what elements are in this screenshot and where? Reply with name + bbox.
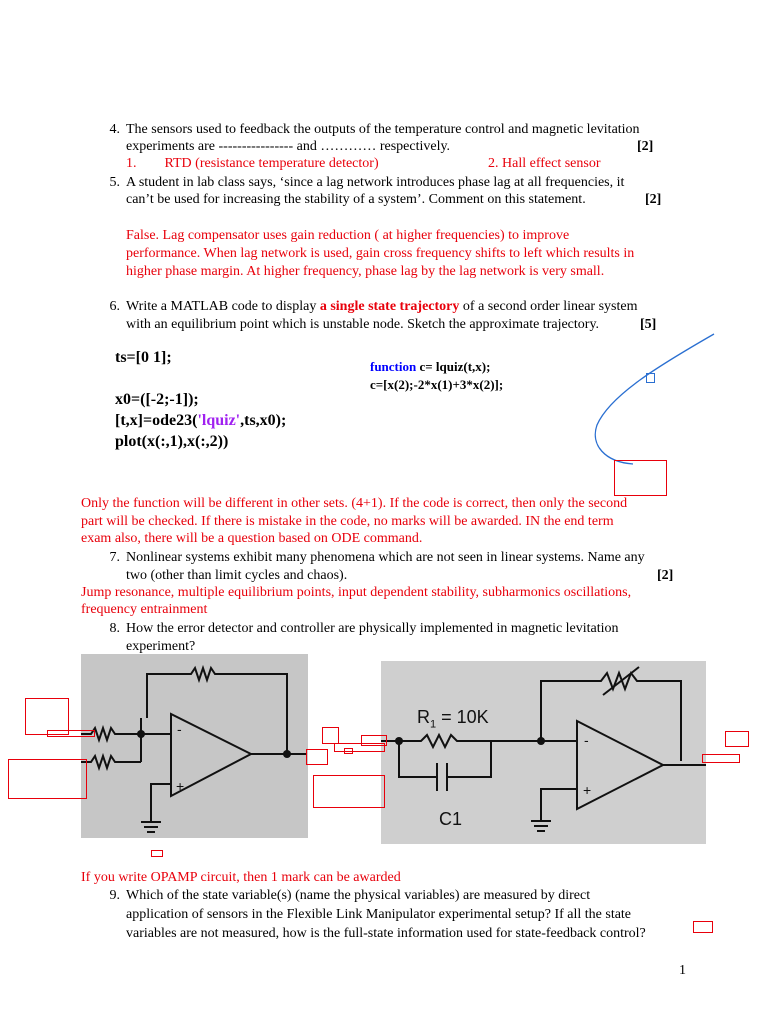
code-function-keyword: function xyxy=(370,359,417,374)
q7-line2: two (other than limit cycles and chaos). xyxy=(126,568,348,583)
summing-amp-drawing xyxy=(81,654,308,838)
q4-marks: [2] xyxy=(637,139,654,154)
controller-drawing xyxy=(381,661,706,844)
q6-note-line3: exam also, there will be a question based on ODE command. xyxy=(81,531,423,546)
page-number: 1 xyxy=(679,963,686,978)
code-function-line xyxy=(370,359,490,375)
q9-number: 9. xyxy=(109,888,120,903)
q7-answer-line2: frequency entrainment xyxy=(81,602,208,617)
q9-line2: application of sensors in the Flexible Link Manipulator experimental setup? If all the state xyxy=(126,907,632,922)
q4-answer2: 2. Hall effect sensor xyxy=(488,156,601,171)
q6-line1-highlight: a single state trajectory xyxy=(319,299,460,314)
annotation-box xyxy=(151,850,163,857)
q4-number: 4. xyxy=(109,122,120,137)
q6-number: 6. xyxy=(109,299,120,314)
annotation-box xyxy=(313,775,385,808)
resistor-label-r: R xyxy=(417,707,430,727)
q6-note-line2: part will be checked. If there is mistake in the code, no marks will be awarded. IN the end term xyxy=(81,514,614,529)
q6-line2: with an equilibrium point which is unstable node. Sketch the approximate trajectory. xyxy=(126,317,600,332)
q8-line1: How the error detector and controller are physically implemented in magnetic levitation xyxy=(126,621,619,636)
trajectory-marker xyxy=(646,373,655,383)
q8-line2: experiment? xyxy=(126,639,196,654)
annotation-box xyxy=(47,730,95,737)
annotation-box xyxy=(361,735,387,746)
code-ode23-string: 'lquiz' xyxy=(197,412,241,429)
annotation-box xyxy=(8,759,87,799)
q7-line1: Nonlinear systems exhibit many phenomena which are not seen in linear systems. Name any xyxy=(126,550,645,565)
code-plot: plot(x(:,1),x(:,2)) xyxy=(115,433,229,450)
q4-line2: experiments are ---------------- and ………… respectively. xyxy=(126,139,451,154)
svg-text:+: + xyxy=(176,778,185,794)
q7-number: 7. xyxy=(109,550,120,565)
q5-line1: A student in lab class says, ‘since a lag network introduces phase lag at all frequencies, it xyxy=(126,175,625,190)
q9-line1: Which of the state variable(s) (name the physical variables) are measured by direct xyxy=(126,888,591,903)
q5-answer-line3: higher phase margin. At higher frequency, phase lag by the lag network is very small. xyxy=(126,264,605,279)
code-ts: ts=[0 1]; xyxy=(115,349,172,366)
annotation-box xyxy=(322,727,339,744)
q7-marks: [2] xyxy=(657,568,674,583)
code-x0: x0=([-2;-1]); xyxy=(115,391,199,408)
q7-answer-line1: Jump resonance, multiple equilibrium points, input dependent stability, subharmonics oscillations, xyxy=(81,585,632,600)
q4-line1: The sensors used to feedback the outputs of the temperature control and magnetic levitation xyxy=(126,122,640,137)
circuit-photo-summing-amp xyxy=(81,654,308,838)
resistor-label xyxy=(417,707,489,731)
code-function-rest: c= lquiz(t,x); xyxy=(416,359,491,374)
capacitor-label: C1 xyxy=(439,809,463,829)
svg-text:-: - xyxy=(177,721,182,737)
annotation-box xyxy=(702,754,740,763)
code-ode23-pre: [t,x]=ode23( xyxy=(115,412,198,429)
annotation-box xyxy=(344,748,353,754)
svg-text:+: + xyxy=(583,782,592,798)
q8-answer: If you write OPAMP circuit, then 1 mark can be awarded xyxy=(81,870,401,885)
annotation-box xyxy=(725,731,749,747)
q5-answer-line2: performance. When lag network is used, gain cross frequency shifts to left which results in xyxy=(126,246,635,261)
resistor-label-value: = 10K xyxy=(436,707,489,727)
circuit-photo-controller xyxy=(381,661,706,844)
q5-marks: [2] xyxy=(645,192,662,207)
q6-line1-pre: Write a MATLAB code to display xyxy=(126,299,320,314)
trajectory-curve xyxy=(595,334,714,464)
q6-line1-post: of a second order linear system xyxy=(459,299,638,314)
q4-answer1: 1. RTD (resistance temperature detector) xyxy=(126,156,379,171)
code-function-body: c=[x(2);-2*x(1)+3*x(2)]; xyxy=(370,377,504,392)
annotation-box xyxy=(614,460,667,496)
q5-line2: can’t be used for increasing the stability of a system’. Comment on this statement. xyxy=(126,192,586,207)
q8-number: 8. xyxy=(109,621,120,636)
code-ode23-post: ,ts,x0); xyxy=(240,412,287,429)
q6-line1 xyxy=(126,298,637,316)
code-ode23 xyxy=(115,412,286,430)
q5-answer-line1: False. Lag compensator uses gain reduction ( at higher frequencies) to improve xyxy=(126,228,570,243)
q5-number: 5. xyxy=(109,175,120,190)
annotation-box xyxy=(306,749,328,765)
resistor-label-sub: 1 xyxy=(430,718,437,731)
q6-marks: [5] xyxy=(640,317,657,332)
svg-text:-: - xyxy=(584,732,589,748)
annotation-box xyxy=(693,921,713,933)
q6-note-line1: Only the function will be different in other sets. (4+1). If the code is correct, then only the second xyxy=(81,496,628,511)
q9-line3: variables are not measured, how is the full-state information used for state-feedback control? xyxy=(126,926,646,941)
